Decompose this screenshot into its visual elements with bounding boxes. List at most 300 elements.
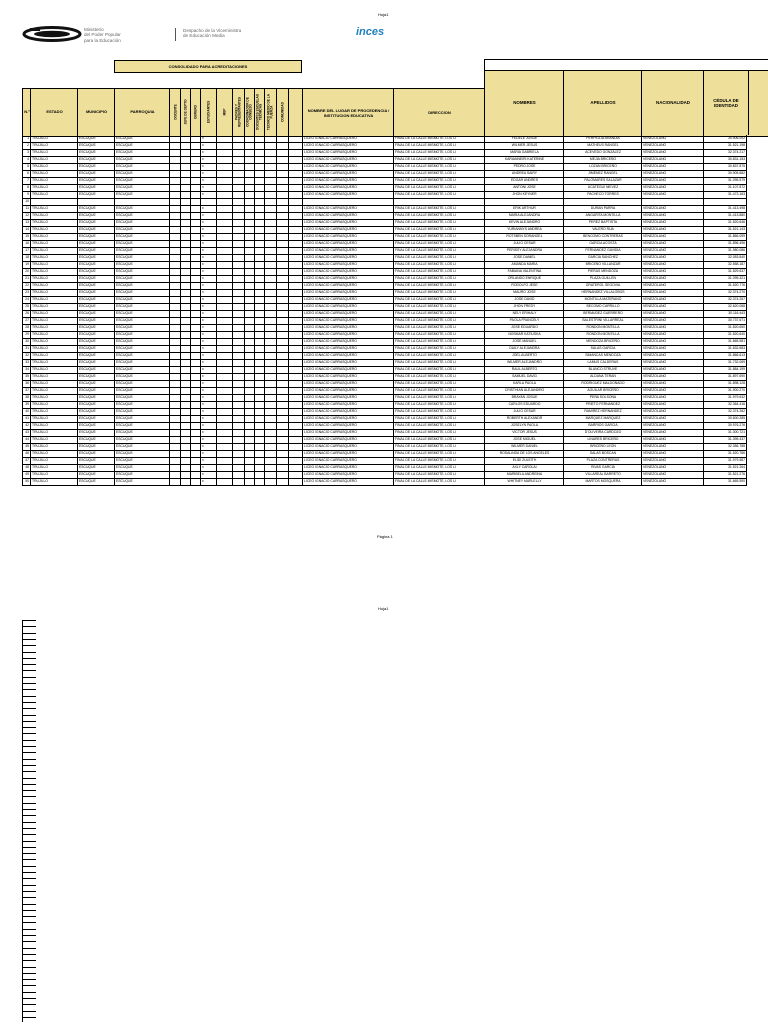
cell-lugar: LICEO IGNACIO CARRASQUERO — [302, 170, 393, 177]
grid-line — [22, 815, 36, 816]
cell-n: 43 — [22, 429, 30, 436]
cell-municipio: ESCUQUE — [77, 324, 114, 331]
cell-direccion: FINAL DE LA CALLE MISMOTE, LOS LI — [393, 478, 484, 485]
col-header-mbp: MBP — [216, 88, 233, 135]
cell-empty — [169, 436, 180, 443]
cell-empty — [244, 415, 254, 422]
col-header-cedula: CÉDULA DE IDENTIDAD — [703, 70, 749, 135]
cell-x: x — [200, 359, 216, 366]
cell-empty — [264, 471, 276, 478]
cell-empty — [190, 170, 200, 177]
cell-empty — [232, 429, 244, 436]
cell-empty — [169, 296, 180, 303]
cell-empty — [288, 380, 302, 387]
cell-n: 33 — [22, 359, 30, 366]
cell-parroquia: ESCUQUE — [114, 415, 169, 422]
cell-empty — [180, 387, 190, 394]
cell-municipio: ESCUQUE — [77, 380, 114, 387]
cell-empty — [169, 261, 180, 268]
grid-line — [22, 872, 36, 873]
cell-empty — [232, 310, 244, 317]
cell-municipio: ESCUQUE — [77, 142, 114, 149]
cell-empty — [180, 373, 190, 380]
cell-n: 28 — [22, 324, 30, 331]
cell-ci: 32.364.416 — [703, 401, 747, 408]
cell-x: x — [200, 261, 216, 268]
cell-empty — [232, 352, 244, 359]
cell-lugar: LICEO IGNACIO CARRASQUERO — [302, 212, 393, 219]
cell-empty — [288, 212, 302, 219]
cell-nac: VENEZOLANO — [641, 380, 703, 387]
cell-ci: 31.300.721 — [703, 429, 747, 436]
cell-empty — [288, 443, 302, 450]
cell-empty — [264, 345, 276, 352]
cell-direccion: FINAL DE LA CALLE MISMOTE, LOS LI — [393, 436, 484, 443]
cell-empty — [276, 478, 288, 485]
cell-direccion: FINAL DE LA CALLE MISMOTE, LOS LI — [393, 240, 484, 247]
grid-line — [22, 740, 36, 741]
cell-empty — [169, 205, 180, 212]
cell-apellidos: MATHEUS RANGEL — [563, 142, 641, 149]
cell-parroquia: ESCUQUE — [114, 317, 169, 324]
cell-empty — [264, 170, 276, 177]
cell-empty — [244, 289, 254, 296]
cell-nombres: WHITNEY MARLELLY — [484, 478, 563, 485]
cell-nombres: JHON FREDY — [484, 303, 563, 310]
cell-empty — [264, 149, 276, 156]
cell-empty — [190, 198, 200, 205]
cell-nombres: ROBERTH ALEXANDR — [484, 415, 563, 422]
cell-n: 10 — [22, 198, 30, 205]
cell-empty — [254, 464, 264, 471]
cell-empty — [244, 142, 254, 149]
cell-apellidos: AGUILAR BRICEÑO — [563, 387, 641, 394]
cell-municipio: ESCUQUE — [77, 163, 114, 170]
cell-nac: VENEZOLANO — [641, 219, 703, 226]
cell-x: x — [200, 436, 216, 443]
cell-nombres: RAUL ALBERTO — [484, 366, 563, 373]
grid-line — [22, 746, 36, 747]
cell-parroquia: ESCUQUE — [114, 471, 169, 478]
cell-empty — [288, 478, 302, 485]
cell-municipio: ESCUQUE — [77, 450, 114, 457]
cell-empty — [276, 415, 288, 422]
cell-empty — [244, 408, 254, 415]
cell-x: x — [200, 156, 216, 163]
cell-empty — [169, 415, 180, 422]
cell-empty — [180, 345, 190, 352]
cell-nac: VENEZOLANO — [641, 331, 703, 338]
cell-empty — [169, 247, 180, 254]
cell-direccion: FINAL DE LA CALLE MISMOTE, LOS LI — [393, 401, 484, 408]
cell-empty — [244, 177, 254, 184]
grid-line — [22, 733, 36, 734]
cell-direccion: FINAL DE LA CALLE MISMOTE, LOS LI — [393, 275, 484, 282]
grid-line — [22, 885, 36, 886]
cell-empty — [244, 373, 254, 380]
cell-empty — [216, 282, 232, 289]
cell-n: 35 — [22, 373, 30, 380]
cell-empty — [264, 268, 276, 275]
cell-lugar: LICEO IGNACIO CARRASQUERO — [302, 429, 393, 436]
cell-estado: TRUJILLO — [30, 240, 77, 247]
cell-parroquia: ESCUQUE — [114, 268, 169, 275]
cell-municipio: ESCUQUE — [77, 345, 114, 352]
cell-empty — [216, 163, 232, 170]
col-header-docente-escuelas: DOCENTES ESCUELAS TECNICAS — [254, 88, 265, 135]
cell-empty — [244, 443, 254, 450]
cell-empty — [190, 142, 200, 149]
cell-empty — [169, 324, 180, 331]
cell-empty — [169, 212, 180, 219]
cell-n: 22 — [22, 282, 30, 289]
cell-empty — [254, 387, 264, 394]
cell-empty — [216, 275, 232, 282]
cell-empty — [254, 289, 264, 296]
cell-parroquia: ESCUQUE — [114, 457, 169, 464]
cell-direccion: FINAL DE LA CALLE MISMOTE, LOS LI — [393, 184, 484, 191]
cell-n: 6 — [22, 170, 30, 177]
cell-ci: 32.620.068 — [703, 303, 747, 310]
cell-empty — [264, 394, 276, 401]
cell-empty — [254, 191, 264, 198]
cell-lugar: LICEO IGNACIO CARRASQUERO — [302, 366, 393, 373]
cell-direccion: FINAL DE LA CALLE MISMOTE, LOS LI — [393, 429, 484, 436]
cell-empty — [169, 240, 180, 247]
cell-empty — [190, 156, 200, 163]
cell-x: x — [200, 184, 216, 191]
cell-estado: TRUJILLO — [30, 422, 77, 429]
cell-estado: TRUJILLO — [30, 471, 77, 478]
cell-empty — [216, 373, 232, 380]
cell-ci: 31.521.276 — [703, 471, 747, 478]
cell-empty — [276, 359, 288, 366]
cell-apellidos: ACEVEDO GONZALEZ — [563, 149, 641, 156]
cell-nac: VENEZOLANO — [641, 163, 703, 170]
grid-line — [22, 639, 36, 640]
cell-empty — [232, 247, 244, 254]
cell-empty — [190, 450, 200, 457]
cell-parroquia: ESCUQUE — [114, 205, 169, 212]
cell-parroquia: ESCUQUE — [114, 289, 169, 296]
cell-n: 7 — [22, 177, 30, 184]
cell-empty — [276, 450, 288, 457]
cell-empty — [190, 338, 200, 345]
cell-ci: 31.665.581 — [703, 338, 747, 345]
cell-municipio: ESCUQUE — [77, 394, 114, 401]
cell-lugar: LICEO IGNACIO CARRASQUERO — [302, 338, 393, 345]
cell-empty — [232, 219, 244, 226]
cell-nac: VENEZOLANO — [641, 247, 703, 254]
cell-ci: 31.520.776 — [703, 282, 747, 289]
cell-empty — [232, 415, 244, 422]
cell-lugar: LICEO IGNACIO CARRASQUERO — [302, 205, 393, 212]
cell-n: 47 — [22, 457, 30, 464]
grid-line — [22, 645, 36, 646]
cell-lugar: LICEO IGNACIO CARRASQUERO — [302, 135, 393, 142]
cell-empty — [169, 317, 180, 324]
cell-parroquia: ESCUQUE — [114, 261, 169, 268]
cell-empty — [244, 429, 254, 436]
cell-parroquia: ESCUQUE — [114, 303, 169, 310]
cell-empty — [232, 359, 244, 366]
cell-nombres: CRISTHIAN ALEJANDRO — [484, 387, 563, 394]
cell-municipio: ESCUQUE — [77, 191, 114, 198]
cell-empty — [190, 471, 200, 478]
cell-apellidos: BRICEÑO VILLANZAR — [563, 261, 641, 268]
cell-empty — [216, 387, 232, 394]
cell-empty — [254, 275, 264, 282]
cell-empty — [244, 401, 254, 408]
cell-direccion: FINAL DE LA CALLE MISMOTE, LOS LI — [393, 373, 484, 380]
cell-estado: TRUJILLO — [30, 156, 77, 163]
cell-x: x — [200, 317, 216, 324]
cell-parroquia: ESCUQUE — [114, 478, 169, 485]
cell-empty — [264, 436, 276, 443]
cell-nac: VENEZOLANO — [641, 345, 703, 352]
cell-apellidos: LOZAN BRICEÑO — [563, 163, 641, 170]
cell-parroquia: ESCUQUE — [114, 226, 169, 233]
cell-empty — [216, 471, 232, 478]
cell-empty — [254, 359, 264, 366]
cell-ci: 30.837.875 — [703, 163, 747, 170]
cell-nombres: FABIANA VALENTINA — [484, 268, 563, 275]
cell-x: x — [200, 219, 216, 226]
cell-x: x — [200, 450, 216, 457]
cell-empty — [288, 303, 302, 310]
cell-municipio: ESCUQUE — [77, 338, 114, 345]
cell-empty — [180, 142, 190, 149]
cell-estado: TRUJILLO — [30, 247, 77, 254]
cell-nac: VENEZOLANO — [641, 233, 703, 240]
cell-empty — [190, 429, 200, 436]
cell-x: x — [200, 443, 216, 450]
cell-empty — [264, 443, 276, 450]
cell-empty — [180, 254, 190, 261]
cell-empty — [232, 303, 244, 310]
cell-nombres: ANTONI JOSE — [484, 184, 563, 191]
cell-estado: TRUJILLO — [30, 303, 77, 310]
title-box: CONSOLIDADO PARA ACREDITACIONES — [114, 60, 302, 73]
grid-line — [22, 973, 36, 974]
cell-empty — [169, 254, 180, 261]
cell-empty — [288, 268, 302, 275]
cell-empty — [190, 394, 200, 401]
cell-nac: VENEZOLANO — [641, 149, 703, 156]
cell-empty — [169, 184, 180, 191]
cell-empty — [244, 331, 254, 338]
cell-lugar: LICEO IGNACIO CARRASQUERO — [302, 226, 393, 233]
cell-lugar: LICEO IGNACIO CARRASQUERO — [302, 303, 393, 310]
col-header-coordinador: COORDINADOR DE CONSEJO — [244, 88, 255, 135]
cell-n: 15 — [22, 233, 30, 240]
cell-municipio: ESCUQUE — [77, 401, 114, 408]
cell-empty — [276, 205, 288, 212]
cell-empty — [190, 254, 200, 261]
cell-municipio: ESCUQUE — [77, 247, 114, 254]
grid-line — [22, 683, 36, 684]
cell-empty — [276, 149, 288, 156]
grid-line — [22, 910, 36, 911]
cell-nac: VENEZOLANO — [641, 478, 703, 485]
cell-empty — [288, 310, 302, 317]
cell-empty — [276, 345, 288, 352]
grid-line — [22, 866, 36, 867]
cell-ci: 31.979.587 — [703, 457, 747, 464]
cell-empty — [244, 205, 254, 212]
cell-empty — [180, 394, 190, 401]
cell-parroquia: ESCUQUE — [114, 345, 169, 352]
cell-direccion: FINAL DE LA CALLE MISMOTE, LOS LI — [393, 142, 484, 149]
cell-apellidos: PLAZA GUILLEN — [563, 275, 641, 282]
cell-empty — [254, 226, 264, 233]
cell-empty — [169, 457, 180, 464]
cell-empty — [216, 170, 232, 177]
cell-estado: TRUJILLO — [30, 338, 77, 345]
cell-empty — [216, 457, 232, 464]
vice-line-1: Despacho de la Viceministra — [183, 28, 242, 33]
cell-nombres: EDGAR ANDRES — [484, 177, 563, 184]
cell-empty — [190, 408, 200, 415]
cell-empty — [180, 212, 190, 219]
cell-x: x — [200, 415, 216, 422]
cell-empty — [216, 198, 232, 205]
cell-empty — [244, 254, 254, 261]
cell-empty — [232, 338, 244, 345]
cell-empty — [180, 198, 190, 205]
cell-apellidos: RONDON MONTILLA — [563, 331, 641, 338]
cell-empty — [288, 177, 302, 184]
ministry-line-3: para la Educación — [84, 37, 121, 43]
cell-empty — [288, 345, 302, 352]
cell-direccion: FINAL DE LA CALLE MISMOTE, LOS LI — [393, 450, 484, 457]
cell-municipio: ESCUQUE — [77, 219, 114, 226]
cell-empty — [276, 219, 288, 226]
cell-n: 11 — [22, 205, 30, 212]
cell-direccion: FINAL DE LA CALLE MISMOTE, LOS LI — [393, 310, 484, 317]
cell-apellidos: BALESTRINI VILLARREAL — [563, 317, 641, 324]
cell-empty — [190, 324, 200, 331]
cell-apellidos: PALOMARES SALAZAR — [563, 177, 641, 184]
cell-direccion: FINAL DE LA CALLE MISMOTE, LOS LI — [393, 282, 484, 289]
cell-parroquia: ESCUQUE — [114, 212, 169, 219]
cell-x: x — [200, 331, 216, 338]
cell-empty — [216, 296, 232, 303]
cell-empty — [232, 282, 244, 289]
cell-apellidos: BARRIOS GARCIA — [563, 422, 641, 429]
cell-municipio: ESCUQUE — [77, 457, 114, 464]
cell-empty — [244, 156, 254, 163]
cell-direccion: FINAL DE LA CALLE MISMOTE, LOS LI — [393, 226, 484, 233]
cell-nombres: JOSE DAVID — [484, 296, 563, 303]
cell-direccion: FINAL DE LA CALLE MISMOTE, LOS LI — [393, 219, 484, 226]
cell-empty — [169, 149, 180, 156]
cell-empty — [288, 331, 302, 338]
cell-parroquia: ESCUQUE — [114, 149, 169, 156]
cell-empty — [169, 352, 180, 359]
cell-n: 1 — [22, 135, 30, 142]
cell-empty — [216, 394, 232, 401]
cell-empty — [244, 163, 254, 170]
grid-line — [22, 847, 36, 848]
cell-nac: VENEZOLANO — [641, 170, 703, 177]
cell-empty — [169, 429, 180, 436]
grid-line — [22, 708, 36, 709]
cell-nac: VENEZOLANO — [641, 415, 703, 422]
table-row — [22, 478, 747, 486]
cell-n: 14 — [22, 226, 30, 233]
cell-municipio: ESCUQUE — [77, 205, 114, 212]
cell-empty — [254, 163, 264, 170]
cell-nac: VENEZOLANO — [641, 310, 703, 317]
cell-empty — [264, 478, 276, 485]
cell-empty — [169, 443, 180, 450]
cell-estado: TRUJILLO — [30, 149, 77, 156]
cell-empty — [254, 303, 264, 310]
cell-lugar: LICEO IGNACIO CARRASQUERO — [302, 471, 393, 478]
cell-empty — [276, 394, 288, 401]
cell-estado: TRUJILLO — [30, 282, 77, 289]
cell-lugar: LICEO IGNACIO CARRASQUERO — [302, 317, 393, 324]
cell-empty — [276, 303, 288, 310]
cell-empty — [264, 366, 276, 373]
cell-direccion: FINAL DE LA CALLE MISMOTE, LOS LI — [393, 415, 484, 422]
cell-apellidos: ANGARITA MONTILLA — [563, 212, 641, 219]
cell-apellidos: PIERAS MENDOZA — [563, 268, 641, 275]
cell-empty — [254, 436, 264, 443]
cell-nac: VENEZOLANO — [641, 289, 703, 296]
cell-lugar: LICEO IGNACIO CARRASQUERO — [302, 394, 393, 401]
cell-apellidos: RIVAS GARCIA — [563, 464, 641, 471]
col-header-comunidad: COMUNIDAD — [276, 88, 289, 135]
cell-empty — [190, 135, 200, 142]
cell-empty — [264, 422, 276, 429]
cell-empty — [254, 282, 264, 289]
cell-empty — [264, 450, 276, 457]
cell-direccion: FINAL DE LA CALLE MISMOTE, LOS LI — [393, 345, 484, 352]
cell-direccion: FINAL DE LA CALLE MISMOTE, LOS LI — [393, 212, 484, 219]
cell-empty — [216, 226, 232, 233]
cell-empty — [244, 184, 254, 191]
cell-municipio: ESCUQUE — [77, 443, 114, 450]
cell-empty — [169, 163, 180, 170]
cell-parroquia: ESCUQUE — [114, 163, 169, 170]
cell-ci: 31.980.086 — [703, 247, 747, 254]
cell-apellidos: PRIETO FERNANDEZ — [563, 401, 641, 408]
cell-empty — [288, 261, 302, 268]
grid-line — [22, 954, 36, 955]
cell-empty — [244, 261, 254, 268]
cell-ci: 31.473.163 — [703, 191, 747, 198]
cell-municipio: ESCUQUE — [77, 464, 114, 471]
cell-empty — [216, 478, 232, 485]
cell-nombres: KARLA PAOLA — [484, 380, 563, 387]
cell-empty — [180, 226, 190, 233]
cell-empty — [276, 331, 288, 338]
cell-empty — [180, 261, 190, 268]
cell-empty — [276, 233, 288, 240]
cell-empty — [232, 457, 244, 464]
cell-parroquia: ESCUQUE — [114, 254, 169, 261]
cell-lugar: LICEO IGNACIO CARRASQUERO — [302, 282, 393, 289]
cell-empty — [264, 338, 276, 345]
cell-empty — [190, 373, 200, 380]
cell-n: 23 — [22, 289, 30, 296]
grid-line — [22, 967, 36, 968]
cell-n: 13 — [22, 219, 30, 226]
cell-empty — [190, 282, 200, 289]
cell-apellidos: PEREZ BAPTISTA — [563, 219, 641, 226]
